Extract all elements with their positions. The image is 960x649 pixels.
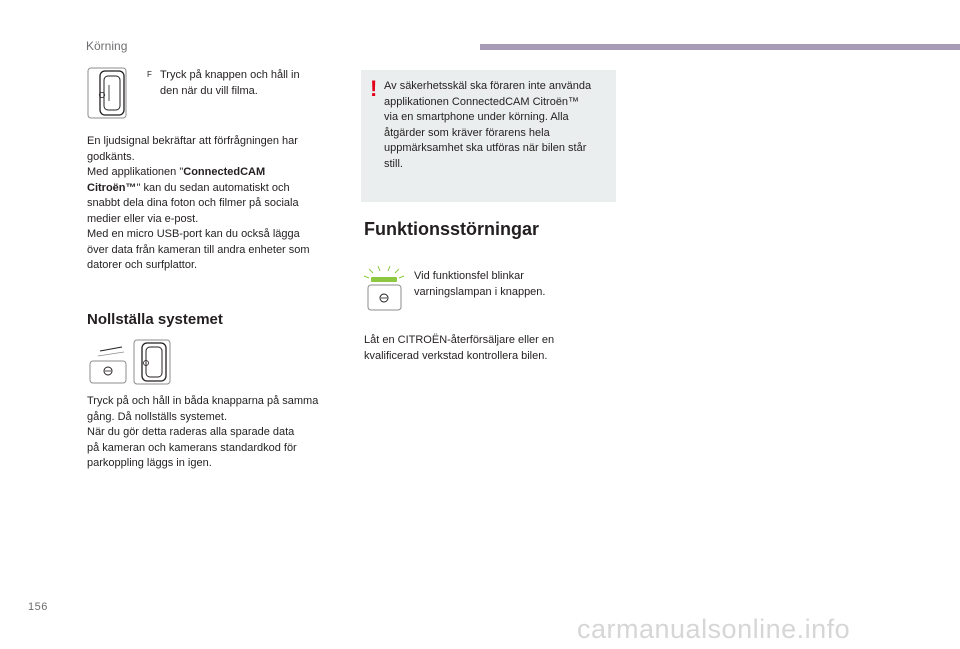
- watermark: carmanualsonline.info: [577, 614, 851, 644]
- malfunction-heading: Funktionsstörningar: [364, 219, 539, 239]
- connectedcam-paragraph: En ljudsignal bekräftar att förfrågningen har godkänts. Med applikationen "ConnectedCAM Citroën™" kan du sedan automatiskt och snabbt dela dina foton och filmer på sociala medier eller via e-post. Med en micro USB-port kan du också lägga över data från kameran till andra enheter som datorer och surfplattor.: [87, 135, 310, 271]
- reset-heading: Nollställa systemet: [87, 311, 223, 328]
- page-number: 156: [28, 601, 48, 613]
- camera-button-warning-led-icon: [363, 265, 407, 313]
- camera-reset-buttons-icon: [86, 339, 172, 385]
- malfunction-note: Vid funktionsfel blinkar varningslampan i knappen.: [414, 270, 546, 298]
- reset-paragraph: Tryck på och håll in båda knapparna på samma gång. Då nollställs systemet. När du gör detta raderas alla sparade data på kameran och kamerans standardkod för parkoppling läggs in igen.: [87, 395, 319, 469]
- record-bullet: F Tryck på knappen och håll in den när du vill filma.: [147, 69, 300, 97]
- warning-text: Av säkerhetsskäl ska föraren inte använda applikationen ConnectedCAM Citroën™ via en smartphone under körning. Alla åtgärder som kräver förarens hela uppmärksamhet ska utföras när bilen står still.: [384, 80, 592, 170]
- section-label: Körning: [86, 39, 128, 53]
- camera-record-button-icon: [86, 67, 128, 119]
- dealer-note: Låt en CITROËN-återförsäljare eller en kvalificerad verkstad kontrollera bilen.: [364, 334, 555, 362]
- warning-icon: !: [370, 76, 378, 101]
- section-accent-bar: [480, 44, 960, 50]
- bullet-symbol: F: [147, 70, 152, 79]
